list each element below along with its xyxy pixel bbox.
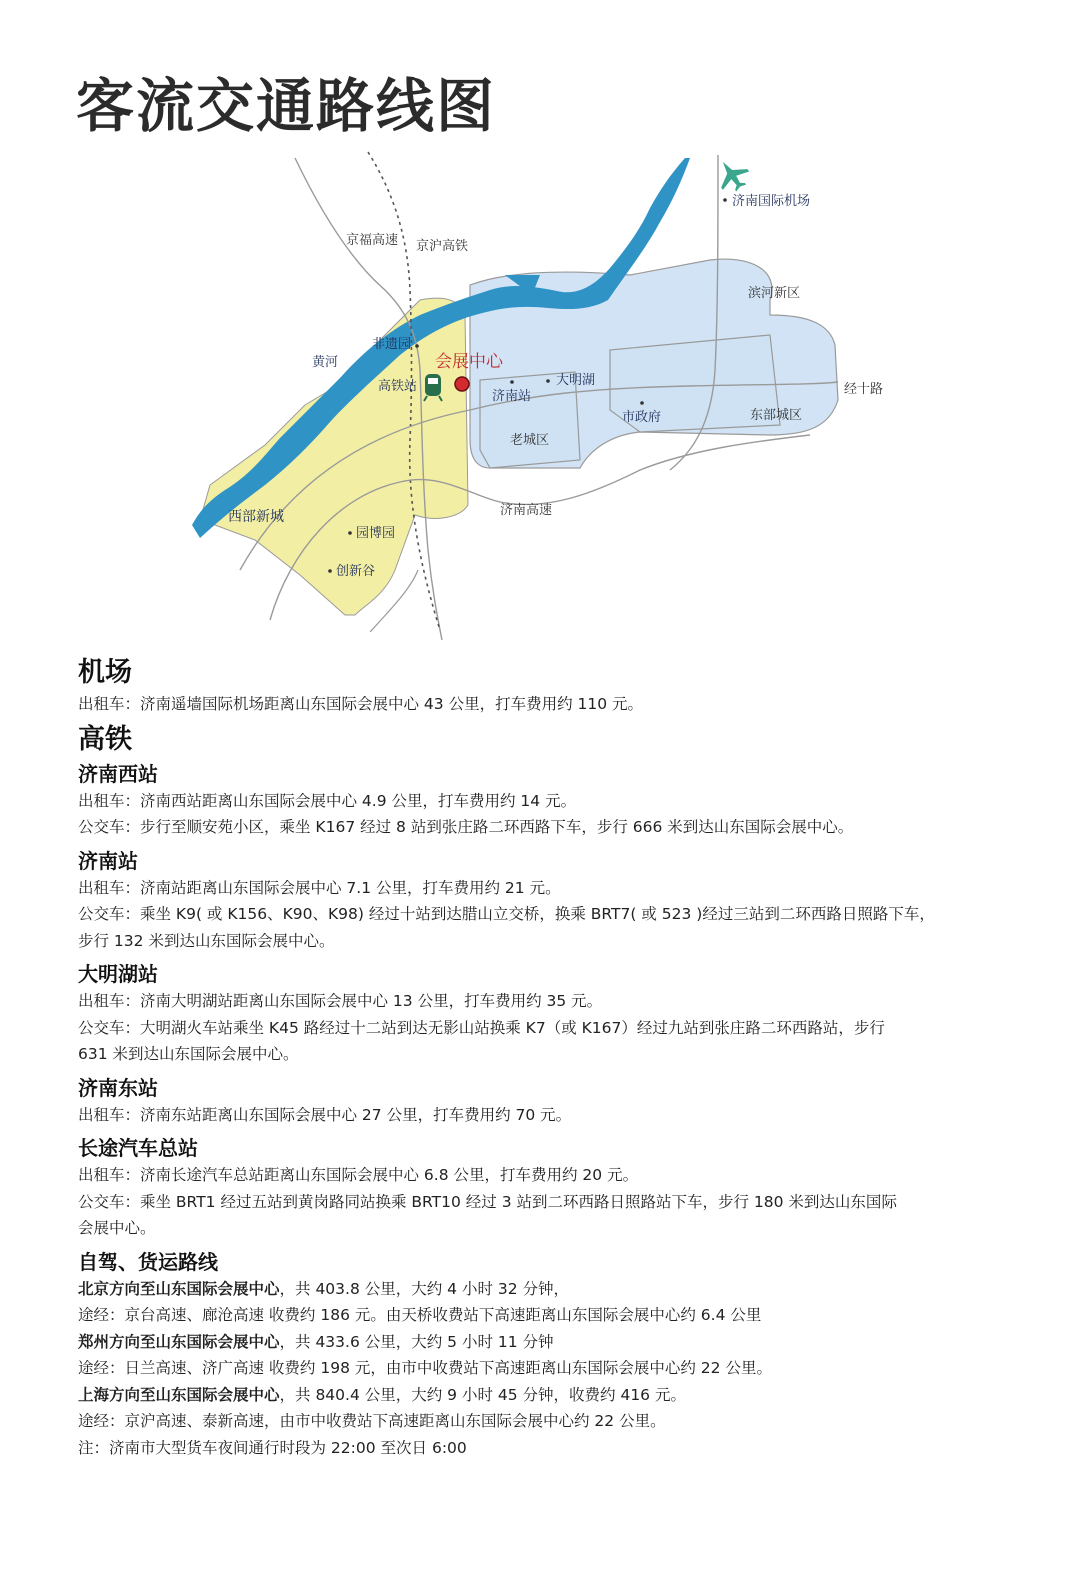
long-bus-bus: 公交车：乘坐 BRT1 经过五站到黄岗路同站换乘 BRT10 经过 3 站到二环西路日照路站下车，步行 180 米到达山东国际 <box>78 1192 897 1211</box>
route-info <box>78 655 998 1461</box>
label-yellow-river: 黄河 <box>312 355 339 370</box>
heading-airport: 机场 <box>78 657 132 688</box>
long-bus-taxi: 出租车：济南长途汽车总站距离山东国际会展中心 6.8 公里，打车费用约 20 元。 <box>78 1166 639 1184</box>
jinan-station-bus: 公交车：乘坐 K9( 或 K156、K90、K98) 经过十站到达腊山立交桥，换乘 BRT7( 或 523 )经过三站到二环西路日照路下车， <box>78 905 935 923</box>
plane-icon <box>710 153 755 198</box>
page-title: 客流交通路线图 <box>76 72 497 140</box>
label-east-city: 东部城区 <box>750 408 803 423</box>
zhengzhou-route-detail: ，共 433.6 公里，大约 5 小时 11 分钟 <box>279 1332 554 1351</box>
label-jingshi-road: 经十路 <box>844 382 884 397</box>
label-jingfu-expressway: 京福高速 <box>346 233 399 248</box>
jinan-station-bus-cont: 步行 132 米到达山东国际会展中心。 <box>78 931 335 950</box>
truck-note: 注：济南市大型货车夜间通行时段为 22:00 至次日 6:00 <box>78 1438 467 1457</box>
heading-jinan-east: 济南东站 <box>78 1075 158 1100</box>
jinan-west-bus: 公交车：步行至顺安苑小区，乘坐 K167 经过 8 站到张庄路二环西路下车，步行 666 米到达山东国际会展中心。 <box>78 818 854 836</box>
beijing-route-detail: ，共 403.8 公里，大约 4 小时 32 分钟， <box>279 1279 570 1298</box>
heading-hsr: 高铁 <box>78 723 132 755</box>
label-yuanboyuan: 园博园 <box>356 526 396 541</box>
label-city-gov: 市政府 <box>622 410 662 425</box>
label-jinghu-hsr: 京沪高铁 <box>416 239 469 254</box>
zhengzhou-route-title: 郑州方向至山东国际会展中心 <box>78 1332 280 1351</box>
label-binhe: 滨河新区 <box>748 286 801 301</box>
label-hsr-station: 高铁站 <box>378 379 418 394</box>
west-new-city-area <box>200 298 468 615</box>
shanghai-route <box>78 1382 998 1409</box>
label-feiyiyuan: 非遗园 <box>372 337 412 352</box>
beijing-route-title: 北京方向至山东国际会展中心 <box>78 1279 280 1298</box>
daming-station-bus: 公交车：大明湖火车站乘坐 K45 路经过十二站到达无影山站换乘 K7（或 K167）经过九站到张庄路二环西路站，步行 <box>78 1018 885 1037</box>
heading-drive: 自驾、货运路线 <box>78 1249 218 1274</box>
jinan-station-taxi: 出租车：济南站距离山东国际会展中心 7.1 公里，打车费用约 21 元。 <box>78 878 561 897</box>
heading-daming-station: 大明湖站 <box>78 962 158 986</box>
jinan-east-taxi: 出租车：济南东站距离山东国际会展中心 27 公里，打车费用约 70 元。 <box>78 1105 572 1124</box>
airport-taxi: 出租车：济南遥墙国际机场距离山东国际会展中心 43 公里，打车费用约 110 元。 <box>78 695 644 713</box>
zhengzhou-route <box>78 1329 998 1356</box>
beijing-via: 途经：京台高速、廊沧高速 收费约 186 元。由天桥收费站下高速距离山东国际会展中心约 6.4 公里 <box>78 1306 762 1324</box>
jinan-west-taxi: 出租车：济南西站距离山东国际会展中心 4.9 公里，打车费用约 14 元。 <box>78 791 577 810</box>
route-map <box>170 150 930 640</box>
zhengzhou-via: 途经：日兰高速、济广高速 收费约 198 元，由市中收费站下高速距离山东国际会展中心约 22 公里。 <box>78 1359 772 1377</box>
beijing-route <box>78 1276 998 1303</box>
daming-station-taxi: 出租车：济南大明湖站距离山东国际会展中心 13 公里，打车费用约 35 元。 <box>78 992 603 1010</box>
heading-long-bus: 长途汽车总站 <box>78 1136 198 1160</box>
long-bus-bus-cont: 会展中心。 <box>78 1219 156 1237</box>
label-old-city: 老城区 <box>510 433 550 448</box>
heading-jinan-west: 济南西站 <box>78 761 158 786</box>
label-innovation-valley: 创新谷 <box>336 564 376 579</box>
label-west-city: 西部新城 <box>228 509 284 525</box>
label-airport: 济南国际机场 <box>732 194 811 209</box>
location-marker-icon <box>455 377 469 391</box>
label-expo-center: 会展中心 <box>435 352 503 372</box>
shanghai-route-title: 上海方向至山东国际会展中心 <box>78 1385 280 1404</box>
shanghai-via: 途经：京沪高速、泰新高速，由市中收费站下高速距离山东国际会展中心约 22 公里。 <box>78 1412 666 1430</box>
heading-jinan-station: 济南站 <box>78 848 138 873</box>
label-daming-lake: 大明湖 <box>556 373 596 388</box>
label-jinan-expressway: 济南高速 <box>500 503 553 518</box>
label-jinan-station: 济南站 <box>492 389 532 404</box>
daming-station-bus-cont: 631 米到达山东国际会展中心。 <box>78 1045 299 1063</box>
shanghai-route-detail: ，共 840.4 公里，大约 9 小时 45 分钟，收费约 416 元。 <box>279 1385 686 1404</box>
